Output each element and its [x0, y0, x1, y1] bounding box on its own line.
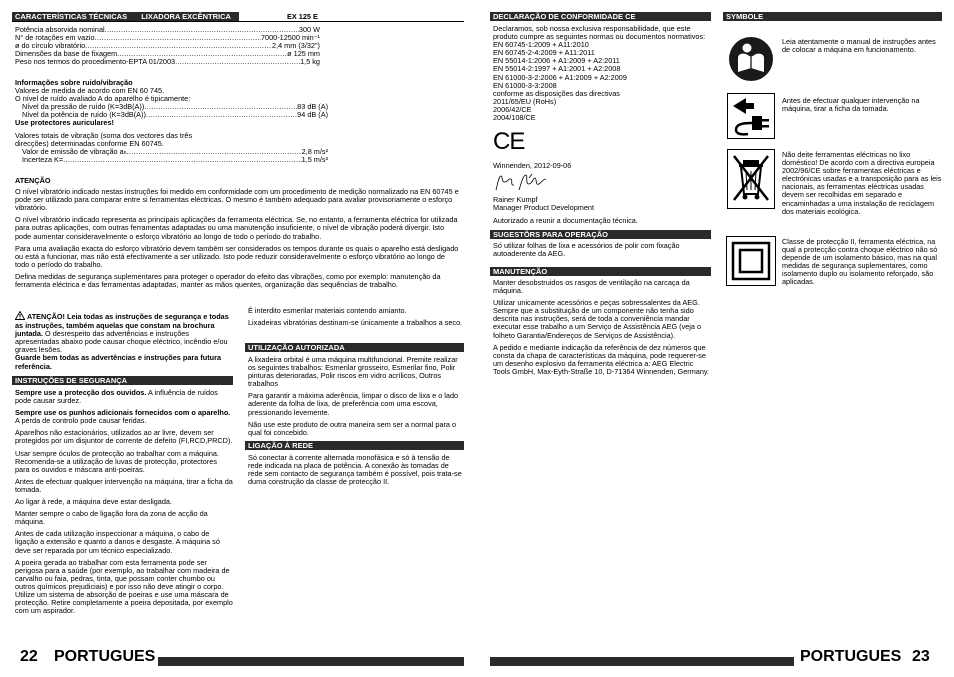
specs-list [15, 26, 320, 66]
norm-line: EN 55014-2:1997 + A1:2001 + A2:2008 [493, 64, 621, 74]
page-number: 23 [912, 648, 930, 665]
vib-label: Incerteza K= [22, 154, 64, 164]
warning-keep-text: Guarde bem todas as advertências e instruções para futura referência. [15, 353, 222, 371]
noise-intro-line: O nível de ruído avaliado A do aparelho é tipicamente: [15, 94, 191, 104]
spec-value: 7000-12500 min⁻¹ [260, 33, 320, 43]
safety-text: A influência de ruídos pode causar surdez. [15, 388, 218, 406]
norm-line: conforme as disposições das directivas [493, 88, 620, 98]
tech-header-product: LIXADORA EXCÊNTRICA [141, 12, 231, 21]
unplug-icon [727, 93, 775, 139]
norm-line: 2011/65/EU (RoHs) [493, 96, 557, 106]
maintenance-section [490, 267, 711, 380]
asbestos-note: É interdito esmerilar materiais contendo amianto. [248, 306, 407, 315]
symbols-header: SYMBOLE [723, 12, 942, 21]
symbol-text-block [782, 97, 942, 117]
safety-paragraph: Antes de efectuar qualquer intervenção na máquina, tirar a ficha da tomada. [15, 476, 233, 494]
atencao-paragraph: O nível vibratório indicado nestas instruções foi medido em conformidade com um procedimento de medição normalizado na EN 60745 e pode ser utilizado para comparar entre si ferramentas eléctricas. O mesmo é também adequado para avaliar provisoriamente o esforço vibratório. [15, 187, 459, 213]
norm-line: EN 61000-3-2:2006 + A1:2009 + A2:2009 [493, 72, 627, 82]
safety-text: A perda de controlo pode causar feridas. [15, 416, 147, 426]
norm-line: EN 55014-1:2006 + A1:2009 + A2:2011 [493, 56, 620, 66]
footer-bar [158, 657, 464, 666]
symbol-text-block [782, 238, 942, 291]
noise-intro-line: Valores de medida de acordo com EN 60 745. [15, 86, 165, 96]
noise-label: Nível da potência de ruído (K=3dB(A)) [22, 110, 146, 120]
atencao-section [15, 177, 459, 293]
noise-value: 83 dB (A) [297, 102, 328, 112]
warning-text: O desrespeito das advertências e instruções apresentadas abaixo pode causar choque eléctrico, incêndio e/ou graves lesões. [15, 329, 228, 355]
safety-paragraph: A poeira gerada ao trabalhar com esta ferramenta pode ser perigosa para a saúde (por exemplo, ao trabalhar com madeira de carvalho ou faia, pedras, tinta, que possam conter chumbo ou outros químicos prejudiciais) e por isso não deve atingir o corpo. Utilize um sistema de absorção de poeiras e use uma máscara de protecção. Retire completamente a poeira depositada, por exemplo com um aspirador. [15, 557, 233, 616]
symbol-text: Classe de protecção II, ferramenta eléctrica, na qual a protecção contra choque eléctrico não só depende de um isolamento básico, mas na qual medidas de segurança suplementares, como isolamento duplo ou isolamento reforçado, são aplicadas. [782, 237, 938, 287]
atencao-paragraph: Para uma avaliação exacta do esforço vibratório devem também ser considerados os tempos durante os quais o aparelho está desligado ou está a funcionar, mas não está efectivamente a ser utilizado. Isto pode reduzir consideravelmente o esforço vibratório ao longo de todo o período do trabalho. [15, 243, 459, 269]
symbols-section [723, 12, 942, 21]
vib-intro-line: Valores totais de vibração (soma dos vectores das três [15, 130, 193, 140]
vib-value: 2,8 m/s² [301, 146, 328, 156]
col2-top [248, 307, 464, 331]
maintenance-header: MANUTENÇÃO [490, 267, 711, 276]
safety-bold: Sempre use a protecção dos ouvidos. [15, 388, 147, 397]
mains-paragraph: Só conectar à corrente alternada monofásica e só à tensão de rede indicada na placa de potência. A conexão às tomadas de rede sem contacto de segurança também é possível, pois trata-se duma construção da classe de protecção II. [248, 453, 462, 487]
usage-section [245, 343, 464, 441]
ce-mark: CE [493, 128, 525, 156]
usage-header: UTILIZAÇÃO AUTORIZADA [245, 343, 464, 352]
usage-paragraph: A lixadeira orbital é uma máquina multifuncional. Premite realizar os seguintes trabalhos: Esmerilar grosseiro, Esmerilar fino, Polir pinturas deterioradas, Polir riscos em vidro acrílicos, Outros trabalhos [248, 355, 458, 389]
symbol-text-block [782, 151, 942, 220]
noise-value: 94 dB (A) [297, 110, 328, 120]
signer-title: Manager Product Development [493, 203, 594, 213]
safety-paragraph: Ao ligar à rede, a máquina deve estar desligada. [15, 497, 172, 507]
dry-work-note: Lixadeiras vibratórias destinam-se únicamente a trabalhos a seco. [248, 318, 463, 328]
usage-paragraph: Não use este produto de outra maneira sem ser a normal para o qual foi concebido. [248, 419, 457, 437]
safety-bold: Sempre use os punhos adicionais fornecidos com o aparelho. [15, 408, 231, 418]
conformity-intro: Declaramos, sob nossa exclusiva responsabilidade, que este produto cumpre as seguintes normas ou documentos normativos: [493, 24, 706, 42]
conformity-header: DECLARAÇÃO DE CONFORMIDADE CE [490, 12, 711, 21]
symbol-text: Leia atentamente o manual de instruções antes de colocar a máquina em funcionamento. [782, 37, 936, 55]
signature [493, 172, 711, 196]
conformity-section [490, 12, 711, 226]
noise-label: Nível da pressão de ruído (K=3dB(A)) [22, 102, 145, 112]
maintenance-paragraph: Utilizar unicamente acessórios e peças sobressalentes da AEG. Sempre que a substituição de um componente não tenha sido descrita nas instruções, será de toda a conveniência mandar executar esse trabalho a um Serviço de Assistência AEG (veja o folheto Garantia/Endereços de Serviços de Assistência). [493, 298, 702, 340]
atencao-paragraph: O nível vibratório indicado representa as principais aplicações da ferramenta eléctrica. Se, no entanto, a ferramenta eléctrica for utilizada para outras aplicações, com outras ferramentas adaptadas ou uma manutenção insuficiente, o nível de vibração poderá divergir. Isto pode aumentar consideravelmente o esforço vibratório ao longo de todo o período do trabalho. [15, 215, 458, 241]
safety-paragraph: Manter sempre o cabo de ligação fora da zona de acção da máquina. [15, 509, 208, 527]
place-date: Winnenden, 2012-09-06 [493, 161, 572, 171]
spec-value: 1,5 kg [300, 57, 320, 67]
symbol-text: Não deite ferramentas eléctricas no lixo doméstico! De acordo com a directiva europeia 2002/96/CE sobre ferramentas eléctricas e electrónicas usadas e a transposição para as leis nacionais, as ferramentas eléctricas usadas devem ser recolhidas em separado e encaminhadas a uma instalação de reciclagem dos materiais ecológica. [782, 150, 942, 216]
vib-label: Valor de emissão de vibração aₕ [22, 146, 127, 156]
atencao-title: ATENÇÃO [15, 176, 51, 185]
spec-label: N° de rotações em vazio [15, 33, 95, 43]
safety-header: INSTRUÇÕES DE SEGURANÇA [12, 376, 233, 385]
tech-header-rule [12, 21, 464, 22]
read-manual-icon [728, 36, 774, 82]
spec-row [15, 58, 320, 66]
norm-line: EN 61000-3-3:2008 [493, 80, 557, 90]
spec-label: Dimensões da base de fixagem [15, 49, 118, 59]
warning-block [15, 311, 233, 375]
tips-section [490, 230, 711, 262]
safety-paragraph: Antes de cada utilização inspeccionar a máquina, o cabo de ligação a extensão e quanto a danos e desgaste. A máquina só deve ser reparada por um técnico especializado. [15, 529, 220, 555]
authorized-text: Autorizado a reunir a documentação técnica. [493, 216, 638, 226]
safety-paragraph: Usar sempre óculos de protecção ao trabalhar com a máquina. Recomenda-se a utilização de luvas de protecção, protectores para os ouvidos e máscara anti-poeiras. [15, 448, 220, 474]
norm-line: 2006/42/CE [493, 104, 532, 114]
page-number: 22 [20, 648, 38, 665]
tech-header-model: EX 125 E [287, 12, 318, 21]
page-language: PORTUGUES [800, 648, 902, 665]
maintenance-paragraph: Manter desobstruidos os rasgos de ventilação na carcaça da máquina. [493, 278, 690, 296]
symbol-text-block [782, 38, 942, 58]
spec-label: Potência absorvida nominal [15, 25, 105, 34]
warning-bold-text: ATENÇÃO! Leia todas as instruções de segurança e todas as instruções, também aquelas que constam na brochura juntada. [15, 312, 229, 339]
norm-line: 2004/108/CE [493, 113, 536, 123]
vib-row [15, 156, 328, 164]
noise-title: Informações sobre ruido/vibração [15, 78, 133, 87]
safety-section [12, 376, 233, 619]
maintenance-paragraph: A pedido e mediante indicação da referência de dez números que consta da chapa de características da máquina, pode requerer-se um desenho explosivo da ferramenta eléctrica a: AEG Electric Tools GmbH, Max-Eyth-Straße 10, D-71364 Winnenden, Germany. [493, 342, 710, 376]
footer-left [12, 647, 464, 666]
ear-protection-note: Use protectores auriculares! [15, 118, 114, 128]
page-language: PORTUGUES [54, 648, 156, 665]
norm-line: EN 60745-1:2009 + A11:2010 [493, 40, 589, 50]
spec-value: ø 125 mm [287, 49, 320, 59]
weee-bin-icon [727, 149, 775, 209]
tech-header-title: CARACTERÍSTICAS TÉCNICAS [15, 12, 128, 21]
mains-header: LIGAÇÃO À REDE [245, 441, 464, 450]
class-ii-icon [726, 236, 776, 286]
tips-paragraph: Só utilizar folhas de lixa e acessórios de polir com fixação autoaderente da AEG. [493, 241, 680, 259]
safety-paragraph: Aparelhos não estacionários, utilizados ao ar livre, devem ser protegidos por um disjuntor de corrente de defeito (FI,RCD,PRCD). [15, 428, 233, 446]
tips-header: SUGESTÕRS PARA OPERAÇÃO [490, 230, 711, 239]
spec-value: 2,4 mm (3/32") [271, 41, 320, 51]
tech-header [12, 12, 464, 21]
spec-label: ø do círculo vibratório [15, 41, 86, 51]
symbol-text: Antes de efectuar qualquer intervenção na máquina, tirar a ficha da tomada. [782, 96, 920, 114]
vib-value: 1,5 m/s² [301, 154, 328, 164]
vib-intro-line: direcções) determinadas conforme EN 60745. [15, 138, 164, 148]
atencao-paragraph: Defina medidas de segurança suplementares para proteger o operador do efeito das vibrações, como por exemplo: manutenção da ferramenta eléctrica e das ferramentas adaptadas, manter as mãos quentes, organização das sequências de trabalho. [15, 271, 441, 290]
usage-paragraph: Para garantir a máxima aderência, limpar o disco de lixa e o lado aderente da folha de lixa, de preferência com uma escova, pressionando levemente. [248, 391, 459, 417]
footer-right [490, 647, 942, 666]
tech-header-bar [12, 12, 239, 21]
mains-section [245, 441, 464, 490]
spec-label: Peso nos termos do procedimento-EPTA 01/2003 [15, 57, 176, 67]
footer-bar [490, 657, 794, 666]
spec-value: 300 W [298, 25, 320, 34]
signer-name: Rainer Kumpf [493, 195, 538, 205]
norm-line: EN 60745-2-4:2009 + A11:2011 [493, 48, 595, 58]
noise-section [15, 79, 328, 164]
